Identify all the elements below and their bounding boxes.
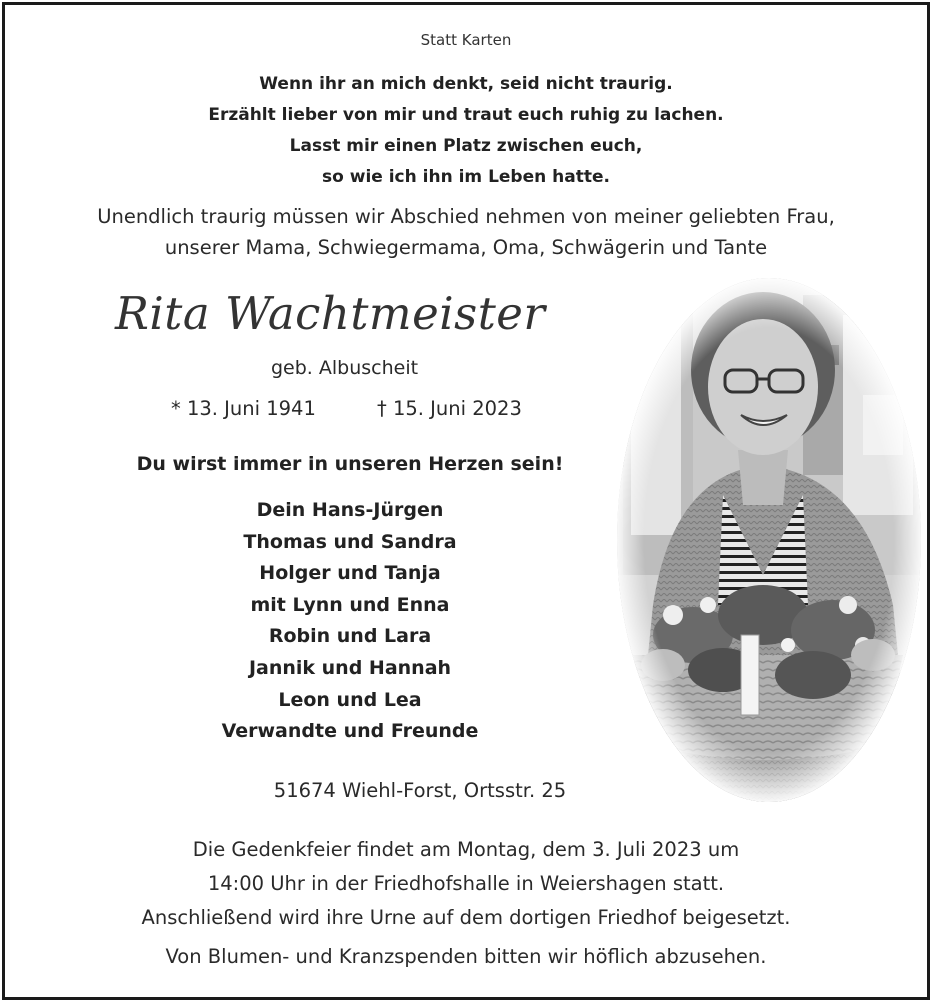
- intro-line: unserer Mama, Schwiegermama, Oma, Schwägerin und Tante: [164, 236, 768, 259]
- mourner-entry: Holger und Tanja: [259, 562, 441, 585]
- mourner-entry: Dein Hans-Jürgen: [256, 499, 444, 521]
- poem-line: so wie ich ihn im Leben hatte.: [322, 167, 610, 187]
- birth-date: * 13. Juni 1941: [171, 397, 316, 420]
- mourners-list: [5, 495, 695, 748]
- statt-karten-label: Statt Karten: [420, 31, 512, 49]
- portrait-photo: [613, 275, 925, 805]
- mourner-entry: mit Lynn und Enna: [250, 593, 450, 616]
- intro-text: [5, 201, 927, 263]
- mourner-entry: Robin und Lara: [268, 625, 432, 648]
- mourner-entry: Thomas und Sandra: [243, 530, 457, 553]
- mourner-entry: Leon und Lea: [278, 688, 422, 711]
- intro-line: Unendlich traurig müssen wir Abschied nehmen von meiner geliebten Frau,: [97, 205, 835, 228]
- poem-line: Wenn ihr an mich denkt, seid nicht traurig.: [259, 74, 673, 94]
- maiden-name: geb. Albuscheit: [271, 357, 419, 379]
- ceremony-line: Anschließend wird ihre Urne auf dem dortigen Friedhof beigesetzt.: [141, 906, 791, 929]
- mourner-entry: Jannik und Hannah: [248, 656, 452, 679]
- ceremony-line: 14:00 Uhr in der Friedhofshalle in Weiershagen statt.: [207, 872, 725, 895]
- poem: [5, 69, 927, 193]
- ceremony-details: [5, 833, 927, 935]
- flowers-request: Von Blumen- und Kranzspenden bitten wir höflich abzusehen.: [165, 945, 767, 968]
- memorial-message: Du wirst immer in unseren Herzen sein!: [136, 453, 564, 475]
- family-address: 51674 Wiehl-Forst, Ortsstr. 25: [273, 779, 567, 802]
- obituary-notice: [2, 2, 930, 1000]
- poem-line: Lasst mir einen Platz zwischen euch,: [289, 136, 643, 156]
- death-date: † 15. Juni 2023: [377, 397, 522, 420]
- poem-line: Erzählt lieber von mir und traut euch ruhig zu lachen.: [208, 105, 724, 125]
- deceased-name: Rita Wachtmeister: [115, 287, 546, 340]
- ceremony-line: Die Gedenkfeier findet am Montag, dem 3. Juli 2023 um: [192, 838, 740, 861]
- mourner-entry: Verwandte und Freunde: [221, 720, 479, 743]
